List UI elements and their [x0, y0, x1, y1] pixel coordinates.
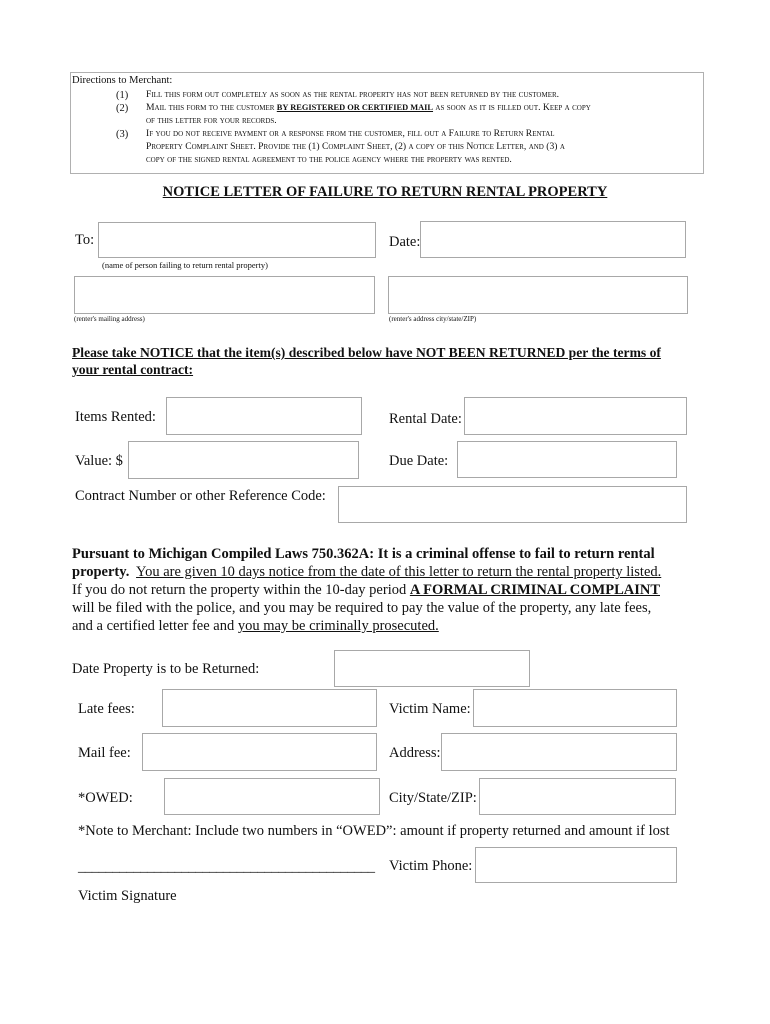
direction-text: Fill this form out completely as soon as the rental property has not been returned by the customer.	[146, 89, 560, 100]
direction-number: (3)	[116, 129, 129, 140]
law-line-3-text: If you do not return the property within the 10-day period	[72, 582, 410, 598]
direction-text-post: as soon as it is filled out. Keep a copy	[433, 102, 591, 113]
mailing-address-hint: (renter's mailing address)	[74, 315, 145, 323]
city-state-zip-field-top[interactable]	[388, 276, 688, 314]
direction-number: (2)	[116, 103, 129, 114]
due-date-label: Due Date:	[389, 453, 449, 469]
mailing-address-field[interactable]	[74, 276, 375, 314]
notice-line-1: Please take NOTICE that the item(s) described below have NOT BEEN RETURNED per the terms of	[72, 345, 661, 360]
victim-signature-label: Victim Signature	[78, 888, 177, 904]
to-hint: (name of person failing to return rental property)	[102, 260, 268, 270]
directions-heading: Directions to Merchant:	[72, 75, 173, 86]
law-line-4: will be filed with the police, and you may be required to pay the value of the property, any late fees,	[72, 600, 652, 616]
direction-number: (1)	[116, 90, 129, 101]
city-state-zip-hint: (renter's address city/state/ZIP)	[389, 315, 477, 323]
direction-text: copy of the signed rental agreement to the police agency where the property was rented.	[146, 154, 512, 165]
value-field[interactable]	[128, 441, 359, 479]
direction-text-emphasis: BY REGISTERED OR CERTIFIED MAIL	[276, 103, 434, 112]
direction-item-2	[116, 102, 146, 115]
date-label: Date:	[389, 234, 421, 250]
items-rented-field[interactable]	[166, 397, 362, 435]
direction-text-pre: Mail this form to the customer	[146, 102, 277, 113]
law-prosecuted-underlined: you may be criminally prosecuted.	[237, 618, 439, 634]
direction-text: Property Complaint Sheet. Provide the (1) Complaint Sheet, (2) a copy of this Notice Letter, and (3) a	[146, 141, 565, 152]
document-title: NOTICE LETTER OF FAILURE TO RETURN RENTAL PROPERTY	[162, 184, 608, 200]
late-fees-label: Late fees:	[78, 701, 135, 717]
address-label: Address:	[389, 745, 441, 761]
address-field[interactable]	[441, 733, 677, 771]
due-date-field[interactable]	[457, 441, 677, 478]
law-property-bold: property.	[72, 564, 130, 580]
mail-fee-field[interactable]	[142, 733, 377, 771]
return-date-field[interactable]	[334, 650, 530, 687]
victim-name-field[interactable]	[473, 689, 677, 727]
direction-item-3	[116, 128, 146, 141]
victim-phone-field[interactable]	[475, 847, 677, 883]
city-state-zip-label: City/State/ZIP:	[389, 790, 477, 806]
items-rented-label: Items Rented:	[75, 409, 156, 425]
signature-line: ___________________________________________	[78, 859, 375, 875]
law-line-5-text: and a certified letter fee and	[72, 618, 238, 634]
law-criminal-complaint: A FORMAL CRIMINAL COMPLAINT	[409, 582, 660, 598]
owed-field[interactable]	[164, 778, 380, 815]
date-field[interactable]	[420, 221, 686, 258]
city-state-zip-field[interactable]	[479, 778, 676, 815]
mail-fee-label: Mail fee:	[78, 745, 131, 761]
contract-label: Contract Number or other Reference Code:	[75, 488, 326, 504]
law-line-5	[72, 617, 439, 635]
owed-label: *OWED:	[78, 790, 133, 806]
to-label: To:	[75, 232, 95, 248]
victim-name-label: Victim Name:	[389, 701, 471, 717]
notice-line-2: your rental contract:	[72, 362, 194, 377]
direction-text	[146, 102, 591, 113]
value-label: Value: $	[75, 453, 123, 469]
contract-field[interactable]	[338, 486, 687, 523]
direction-text: of this letter for your records.	[146, 115, 277, 126]
victim-phone-label: Victim Phone:	[389, 858, 473, 874]
direction-item-1	[116, 89, 146, 102]
law-heading: Pursuant to Michigan Compiled Laws 750.362A: It is a criminal offense to fail to return rental	[72, 546, 655, 562]
rental-date-field[interactable]	[464, 397, 687, 435]
to-field[interactable]	[98, 222, 376, 258]
direction-text: If you do not receive payment or a response from the customer, fill out a Failure to Return Rental	[146, 128, 555, 139]
merchant-note: *Note to Merchant: Include two numbers in “OWED”: amount if property returned and amount if lost	[78, 823, 670, 839]
return-date-label: Date Property is to be Returned:	[72, 661, 260, 677]
law-notice-underlined: You are given 10 days notice from the date of this letter to return the rental property listed.	[136, 564, 662, 580]
rental-date-label: Rental Date:	[389, 411, 462, 427]
late-fees-field[interactable]	[162, 689, 377, 727]
law-line-2	[72, 563, 661, 581]
law-line-3	[72, 581, 660, 599]
